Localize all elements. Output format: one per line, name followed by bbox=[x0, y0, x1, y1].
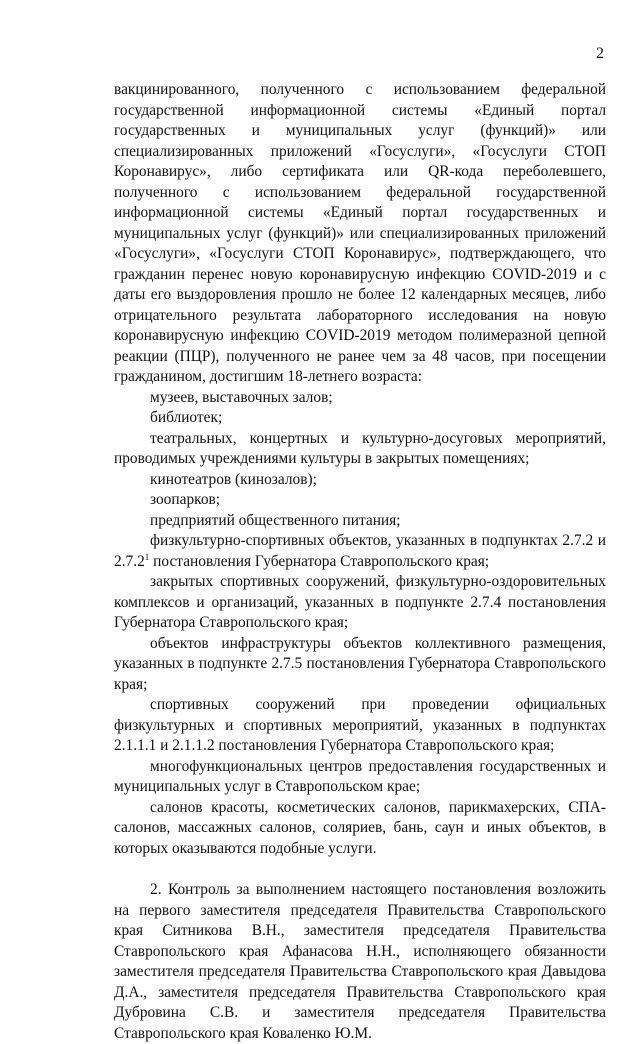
page-number: 2 bbox=[596, 45, 604, 62]
list-item-sports-objects bbox=[114, 531, 606, 572]
superscript-mark: 1 bbox=[144, 551, 150, 562]
list-item-salons: салонов красоты, косметических салонов, парикмахерских, СПА-салонов, массажных салонов, соляриев, бань, саун и иных объектов, в которых оказываются подобные услуги. bbox=[114, 798, 606, 857]
list-item-mfc: многофункциональных центров предоставления государственных и муниципальных услуг в Ставропольском крае; bbox=[114, 757, 606, 795]
list-item-catering: предприятий общественного питания; bbox=[150, 511, 401, 529]
list-item-cinemas: кинотеатров (кинозалов); bbox=[150, 470, 317, 488]
list-item-closed-sports: закрытых спортивных сооружений, физкультурно-оздоровительных комплексов и организаций, указанных в подпункте 2.7.4 постановления Губернатора Ставропольского края; bbox=[114, 573, 606, 631]
paragraph-gap bbox=[114, 859, 606, 880]
list-item-lodging: объектов инфраструктуры объектов коллективного размещения, указанных в подпункте 2.7.5 постановления Губернатора Ставропольского края; bbox=[114, 634, 606, 693]
list-item-museums: музеев, выставочных залов; bbox=[150, 388, 333, 406]
list-item-libraries: библиотек; bbox=[150, 409, 223, 426]
sports-objects-text: физкультурно-спортивных объектов, указанных в подпунктах 2.7.2 и 2.7.2 bbox=[114, 532, 606, 570]
list-item-theatres: театральных, концертных и культурно-досуговых мероприятий, проводимых учреждениями культуры в закрытых помещениях; bbox=[114, 429, 606, 467]
list-item-official-events: спортивных сооружений при проведении официальных физкультурных и спортивных мероприятий, указанных в подпунктах 2.1.1.1 и 2.1.1.2 постановления Губернатора Ставропольского края; bbox=[114, 696, 606, 754]
intro-paragraph: вакцинированного, полученного с использованием федеральной государственной информационной системы «Единый портал государственных и муниципальных услуг (функций)» или специализированных приложений «Госуслуги», «Госуслуги СТОП Коронавирус», либо сертификата или QR-кода переболевшего, полученного с использованием федеральной государственной информационной системы «Единый портал государственных и муниципальных услуг (функций)» или специализированных приложений «Госуслуги», «Госуслуги СТОП Коронавирус», подтверждающего, что гражданин перенес новую коронавирусную инфекцию COVID-2019 и с даты его выздоровления прошло не более 12 календарных месяцев, либо отрицательного результата лабораторного исследования на новую коронавирусную инфекцию COVID-2019 методом полимеразной цепной реакции (ПЦР), полученного не ранее чем за 48 часов, при посещении гражданином, достигшим 18-летнего возраста: bbox=[114, 81, 606, 385]
list-item-zoos: зоопарков; bbox=[150, 491, 221, 508]
document-body bbox=[114, 80, 606, 1044]
clause-2-paragraph: 2. Контроль за выполнением настоящего постановления возложить на первого заместителя председателя Правительства Ставропольского края Ситникова В.Н., заместителя председателя Правительства Ставропольского края Афанасова Н.Н., исполняющего обязанности заместителя председателя Правительства Ставропольского края Давыдова Д.А., заместителя председателя Правительства Ставропольского края Дубровина С.В. и заместителя председателя Правительства Ставропольского края Коваленко Ю.М. bbox=[114, 881, 606, 1042]
sports-objects-text-end: постановления Губернатора Ставропольского края; bbox=[149, 552, 490, 570]
